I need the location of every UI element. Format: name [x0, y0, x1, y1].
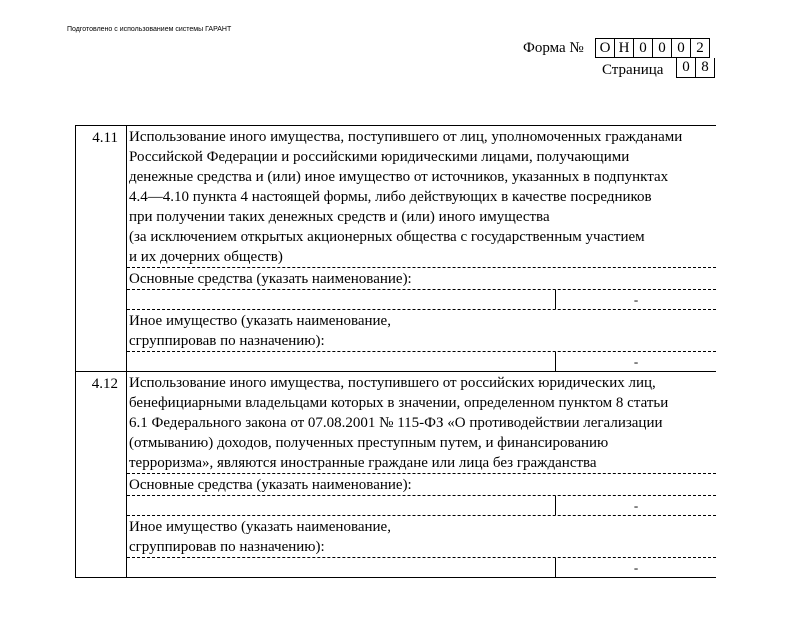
section-description [127, 372, 716, 474]
form-number-char: 0 [634, 38, 653, 58]
fixed-assets-value-cell[interactable]: - [633, 498, 639, 513]
section-4-11 [76, 126, 716, 372]
form-number-char: О [596, 38, 615, 58]
other-property-name-cell[interactable] [127, 352, 556, 371]
fixed-assets-name-cell[interactable] [127, 496, 556, 515]
description-line: (за исключением открытых акционерных общества с государственным участием [129, 229, 645, 245]
page-number-boxes [676, 58, 715, 78]
other-property-name-cell[interactable] [127, 558, 556, 577]
description-line: терроризма», являются иностранные граждане или лица без гражданства [129, 455, 597, 471]
other-property-value-cell[interactable]: - [633, 560, 639, 575]
fixed-assets-value-cell[interactable]: - [633, 292, 639, 307]
page-label: Страница [602, 62, 664, 78]
description-line: Использование иного имущества, поступившего от российских юридических лиц, [129, 375, 656, 391]
description-line: денежные средства и (или) иное имущество от источников, указанных в подпунктах [129, 169, 669, 185]
other-property-label [127, 516, 716, 558]
page-number-char: 0 [677, 58, 696, 78]
section-description [127, 126, 716, 268]
description-line: 6.1 Федерального закона от 07.08.2001 № 115-ФЗ «О противодействии легализации [129, 415, 663, 431]
description-line: и их дочерних обществ) [129, 249, 283, 265]
other-property-line: Иное имущество (указать наименование, [129, 519, 391, 535]
section-content [127, 372, 716, 577]
prepared-note: Подготовлено с использованием системы ГАРАНТ [67, 26, 232, 33]
description-line: 4.4—4.10 пункта 4 настоящей формы, либо действующих в качестве посредников [129, 189, 652, 205]
section-content [127, 126, 716, 371]
section-number: 4.11 [76, 126, 127, 371]
fixed-assets-label: Основные средства (указать наименование): [127, 268, 716, 290]
description-line: бенефициарными владельцами которых в значении, определенном пунктом 8 статьи [129, 395, 669, 411]
section-4-12 [76, 372, 716, 577]
form-number-label: Форма № [523, 40, 584, 56]
form-number-char: 0 [653, 38, 672, 58]
other-property-entry-row [127, 352, 716, 371]
other-property-line: сгруппировав по назначению): [129, 539, 325, 555]
fixed-assets-entry-row [127, 496, 716, 516]
other-property-value-cell[interactable]: - [633, 354, 639, 369]
other-property-entry-row [127, 558, 716, 577]
other-property-line: Иное имущество (указать наименование, [129, 313, 391, 329]
page-number-char: 8 [696, 58, 715, 78]
description-line: Российской Федерации и российскими юридическими лицами, получающими [129, 149, 630, 165]
form-number-char: Н [615, 38, 634, 58]
form-table [75, 125, 716, 578]
fixed-assets-entry-row [127, 290, 716, 310]
description-line: Использование иного имущества, поступившего от лиц, уполномоченных гражданами [129, 129, 683, 145]
fixed-assets-name-cell[interactable] [127, 290, 556, 309]
form-number-char: 2 [691, 38, 710, 58]
fixed-assets-label: Основные средства (указать наименование): [127, 474, 716, 496]
description-line: (отмыванию) доходов, полученных преступным путем, и финансированию [129, 435, 609, 451]
other-property-line: сгруппировав по назначению): [129, 333, 325, 349]
form-number-char: 0 [672, 38, 691, 58]
description-line: при получении таких денежных средств и (или) иного имущества [129, 209, 550, 225]
form-number-boxes [595, 38, 710, 58]
other-property-label [127, 310, 716, 352]
section-number: 4.12 [76, 372, 127, 577]
